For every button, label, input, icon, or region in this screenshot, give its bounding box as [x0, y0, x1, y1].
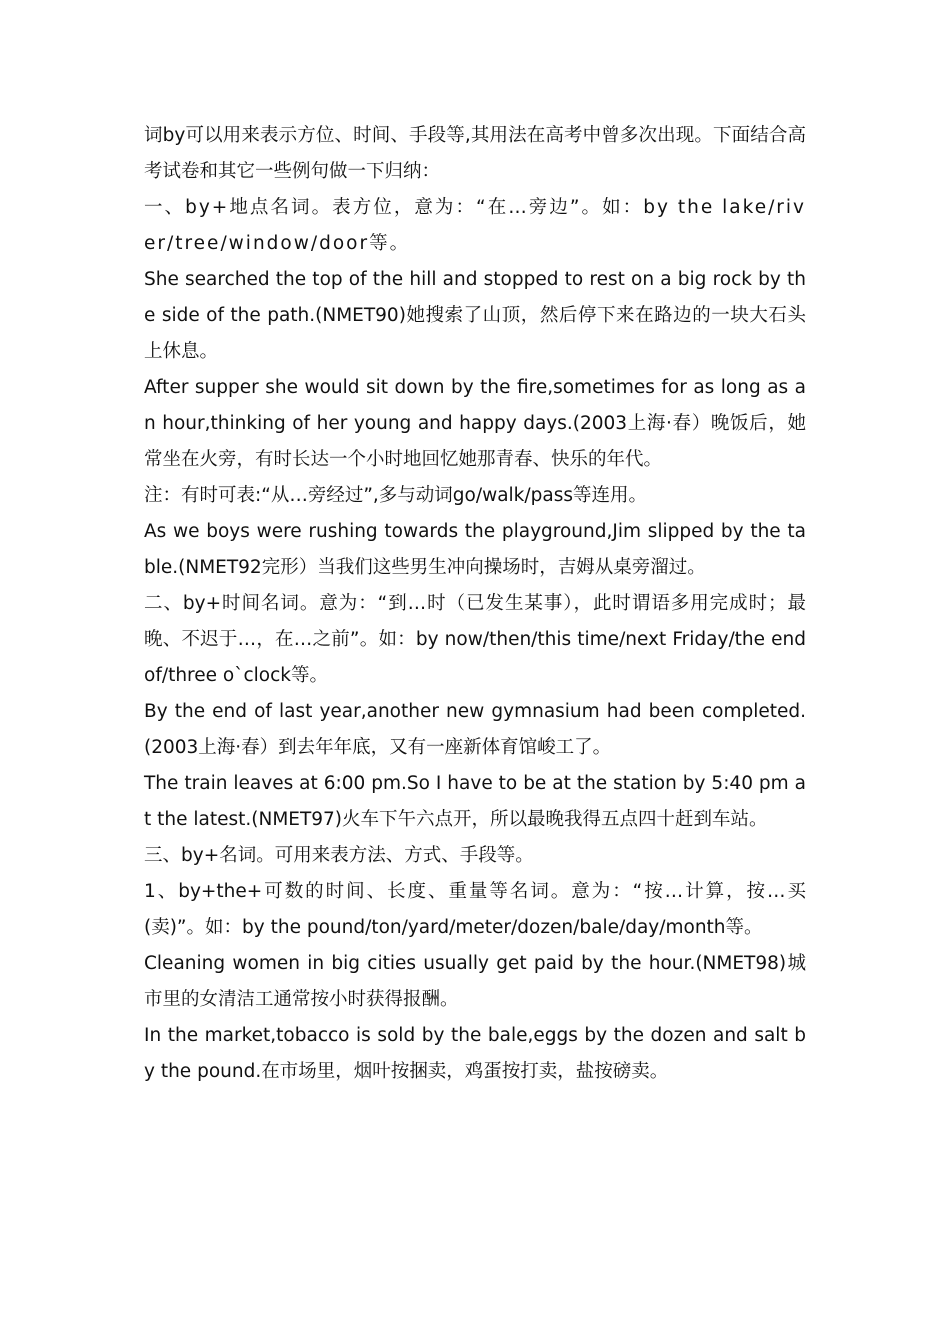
- note-paragraph: 注：有时可表:“从…旁经过”,多与动词go/walk/pass等连用。: [144, 485, 647, 506]
- example-sentence: After supper she would sit down by the fire,sometimes for as long as an hour,thinking of her young and happy days.(2003上海·春）晚饭后，她常坐在火旁，有时长达一个小时地回忆她那青春、快乐的年代。: [144, 377, 806, 470]
- paragraph-intro: 词by可以用来表示方位、时间、手段等,其用法在高考中曾多次出现。下面结合高考试卷和其它一些例句做一下归纳：: [144, 125, 806, 182]
- subheading-1: 1、by+the+可数的时间、长度、重量等名词。意为：“按…计算，按…买(卖)”。如：by the pound/ton/yard/meter/dozen/bale/day/month等。: [144, 881, 806, 938]
- example-sentence: She searched the top of the hill and stopped to rest on a big rock by the side of the path.(NMET90)她搜索了山顶，然后停下来在路边的一块大石头上休息。: [144, 269, 806, 362]
- heading-section-2: 二、by+时间名词。意为：“到…时（已发生某事），此时谓语多用完成时；最晚、不迟于…，在…之前”。如：by now/then/this time/next Friday/the end of/three o`clock等。: [144, 593, 806, 686]
- document-body: [144, 118, 806, 1090]
- example-sentence: By the end of last year,another new gymnasium had been completed.(2003上海·春）到去年年底，又有一座新体育馆峻工了。: [144, 701, 806, 758]
- heading-section-3: 三、by+名词。可用来表方法、方式、手段等。: [144, 845, 534, 866]
- heading-section-1: 一、by+地点名词。表方位，意为：“在…旁边”。如：by the lake/river/tree/window/door等。: [144, 197, 806, 254]
- example-sentence: The train leaves at 6:00 pm.So I have to be at the station by 5:40 pm at the latest.(NMET97)火车下午六点开，所以最晚我得五点四十赶到车站。: [144, 773, 806, 830]
- example-sentence: As we boys were rushing towards the playground,Jim slipped by the table.(NMET92完形）当我们这些男生冲向操场时，吉姆从桌旁溜过。: [144, 521, 806, 578]
- example-sentence: In the market,tobacco is sold by the bale,eggs by the dozen and salt by the pound.在市场里，烟叶按捆卖，鸡蛋按打卖，盐按磅卖。: [144, 1025, 806, 1082]
- example-sentence: Cleaning women in big cities usually get paid by the hour.(NMET98)城市里的女清洁工通常按小时获得报酬。: [144, 953, 806, 1010]
